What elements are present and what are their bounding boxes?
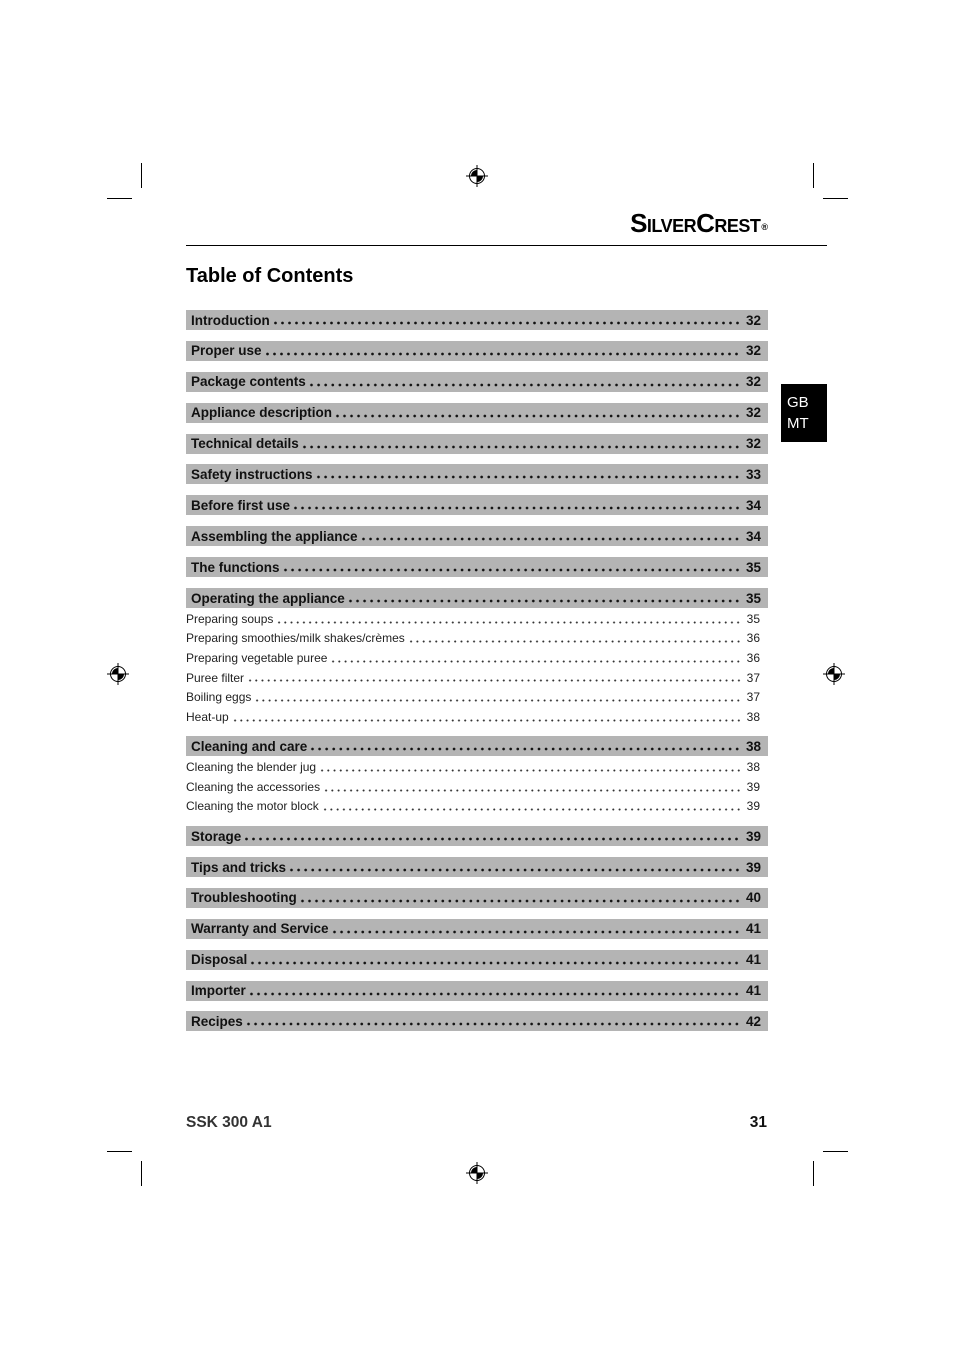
toc-section — [186, 981, 768, 1001]
toc-entry-introduction — [186, 310, 768, 330]
language-code: GB — [787, 394, 809, 411]
registration-mark-icon — [466, 165, 488, 187]
toc-page-number: 41 — [745, 983, 761, 999]
toc-entry-title: Warranty and Service — [191, 921, 329, 937]
dot-leader — [282, 568, 741, 572]
toc-entry-title: Introduction — [191, 312, 270, 328]
toc-subentry-heat-up — [186, 707, 768, 727]
toc-page-number: 34 — [745, 497, 761, 513]
toc-page-number: 40 — [745, 890, 761, 906]
toc-entry-appliance-description — [186, 403, 768, 423]
crop-mark-bottom-left-vertical — [141, 1161, 142, 1186]
toc-section — [186, 403, 768, 423]
toc-entry-technical-details — [186, 434, 768, 454]
crop-mark-top-right-vertical — [813, 163, 814, 188]
toc-page-number: 38 — [746, 760, 760, 775]
toc-page-number: 33 — [745, 466, 761, 482]
dot-leader — [319, 769, 742, 772]
toc-entry-title: Before first use — [191, 497, 291, 513]
toc-page-number: 35 — [745, 590, 761, 606]
toc-page-number: 38 — [745, 738, 761, 754]
toc-subentry-title: Preparing soups — [186, 611, 274, 626]
toc-entry-title: Importer — [191, 983, 246, 999]
toc-subentry-title: Puree filter — [186, 670, 245, 685]
dot-leader — [308, 383, 741, 387]
toc-entry-title: Assembling the appliance — [191, 528, 358, 544]
crop-mark-top-left-horizontal — [107, 198, 132, 199]
toc-page-number: 32 — [745, 405, 761, 421]
toc-entry-title: Safety instructions — [191, 466, 313, 482]
toc-subentry-cleaning-the-blender-jug — [186, 757, 768, 777]
toc-page-number: 35 — [746, 611, 760, 626]
toc-subentry-preparing-vegetable-puree — [186, 648, 768, 668]
toc-page-number: 42 — [745, 1013, 761, 1029]
toc-subentry-cleaning-the-accessories — [186, 777, 768, 797]
toc-section — [186, 557, 768, 577]
toc-page-number: 41 — [745, 952, 761, 968]
toc-entry-title: Proper use — [191, 343, 262, 359]
toc-entry-title: The functions — [191, 559, 280, 575]
toc-subentry-boiling-eggs — [186, 687, 768, 707]
toc-entry-cleaning-and-care — [186, 736, 768, 756]
toc-entry-disposal — [186, 950, 768, 970]
toc-entry-assembling-the-appliance — [186, 526, 768, 546]
toc-section — [186, 464, 768, 484]
crop-mark-top-right-horizontal — [823, 198, 848, 199]
toc-entry-importer — [186, 981, 768, 1001]
toc-section — [186, 919, 768, 939]
toc-page-number: 32 — [745, 312, 761, 328]
dot-leader — [334, 414, 741, 418]
toc-subentry-preparing-smoothies — [186, 629, 768, 649]
toc-page-number: 34 — [745, 528, 761, 544]
toc-section — [186, 434, 768, 454]
toc-entry-proper-use — [186, 341, 768, 361]
toc-section — [186, 372, 768, 392]
dot-leader — [247, 679, 742, 682]
crop-mark-bottom-right-horizontal — [823, 1151, 848, 1152]
toc-entry-title: Recipes — [191, 1013, 243, 1029]
dot-leader — [331, 930, 741, 934]
dot-leader — [276, 621, 741, 624]
toc-page-number: 39 — [745, 828, 761, 844]
brand-logo — [630, 208, 768, 238]
footer-page-number: 31 — [749, 1114, 767, 1131]
toc-page-number: 37 — [746, 690, 760, 705]
toc-subentry-title: Cleaning the accessories — [186, 779, 321, 794]
toc-section — [186, 888, 768, 908]
toc-entry-safety-instructions — [186, 464, 768, 484]
toc-entry-tips-and-tricks — [186, 857, 768, 877]
toc-subentry-title: Heat-up — [186, 709, 229, 724]
toc-entry-title: Technical details — [191, 436, 299, 452]
dot-leader — [292, 506, 741, 510]
toc-page-number: 39 — [746, 779, 760, 794]
registration-mark-icon — [466, 1162, 488, 1184]
toc-page-number: 35 — [745, 559, 761, 575]
toc-subentry-title: Preparing smoothies/milk shakes/crèmes — [186, 631, 405, 646]
toc-section — [186, 526, 768, 546]
dot-leader — [288, 868, 741, 872]
toc-entry-the-functions — [186, 557, 768, 577]
brand-logo-text: SilverCrest — [630, 208, 761, 238]
dot-leader — [315, 475, 741, 479]
toc-subsection-list — [186, 608, 768, 727]
toc-entry-storage — [186, 826, 768, 846]
toc-entry-title: Troubleshooting — [191, 890, 297, 906]
toc-section — [186, 495, 768, 515]
toc-section — [186, 736, 768, 816]
language-code: MT — [787, 415, 809, 432]
toc-page-number: 39 — [746, 799, 760, 814]
toc-section — [186, 826, 768, 846]
toc-entry-warranty-and-service — [186, 919, 768, 939]
toc-entry-title: Cleaning and care — [191, 738, 308, 754]
page-title: Table of Contents — [186, 265, 354, 287]
toc-subentry-preparing-soups — [186, 609, 768, 629]
crop-mark-bottom-left-horizontal — [107, 1151, 132, 1152]
dot-leader — [232, 719, 742, 722]
crop-mark-top-left-vertical — [141, 163, 142, 188]
toc-section — [186, 341, 768, 361]
toc-page-number: 36 — [746, 631, 760, 646]
toc-section — [186, 857, 768, 877]
toc-entry-recipes — [186, 1011, 768, 1031]
toc-entry-title: Operating the appliance — [191, 590, 345, 606]
toc-entry-title: Storage — [191, 828, 242, 844]
dot-leader — [309, 747, 741, 751]
toc-page-number: 36 — [746, 651, 760, 665]
toc-entry-title: Tips and tricks — [191, 859, 287, 875]
dot-leader — [408, 640, 742, 643]
toc-section — [186, 310, 768, 330]
toc-page-number: 32 — [745, 374, 761, 390]
dot-leader — [360, 537, 741, 541]
dot-leader — [272, 321, 741, 325]
dot-leader — [264, 352, 741, 356]
dot-leader — [249, 961, 741, 965]
toc-section — [186, 588, 768, 727]
registration-mark-icon — [107, 663, 129, 685]
toc-subentry-cleaning-the-motor-block — [186, 797, 768, 817]
toc-section — [186, 950, 768, 970]
toc-page-number: 38 — [746, 709, 760, 724]
dot-leader — [248, 992, 741, 996]
dot-leader — [245, 1022, 741, 1026]
table-of-contents — [186, 310, 768, 1031]
toc-entry-title: Disposal — [191, 952, 248, 968]
footer-model-number: SSK 300 A1 — [186, 1114, 272, 1131]
registration-mark-icon — [823, 663, 845, 685]
toc-entry-before-first-use — [186, 495, 768, 515]
crop-mark-bottom-right-vertical — [813, 1161, 814, 1186]
toc-page-number: 37 — [746, 670, 760, 685]
toc-section — [186, 1011, 768, 1031]
toc-entry-title: Appliance description — [191, 405, 333, 421]
dot-leader — [243, 837, 741, 841]
toc-page-number: 39 — [745, 859, 761, 875]
toc-entry-title: Package contents — [191, 374, 306, 390]
dot-leader — [330, 660, 741, 663]
toc-subentry-title: Preparing vegetable puree — [186, 651, 328, 665]
dot-leader — [301, 445, 741, 449]
toc-entry-package-contents — [186, 372, 768, 392]
header-divider — [186, 245, 827, 246]
toc-entry-operating-the-appliance — [186, 588, 768, 608]
dot-leader — [347, 599, 741, 603]
toc-page-number: 41 — [745, 921, 761, 937]
dot-leader — [323, 789, 742, 792]
toc-subentry-title: Boiling eggs — [186, 690, 252, 705]
dot-leader — [299, 899, 741, 903]
registered-trademark: ® — [761, 222, 768, 232]
toc-subentry-title: Cleaning the motor block — [186, 799, 319, 814]
toc-subentry-title: Cleaning the blender jug — [186, 760, 317, 775]
dot-leader — [322, 808, 742, 811]
toc-page-number: 32 — [745, 436, 761, 452]
toc-page-number: 32 — [745, 343, 761, 359]
toc-subentry-puree-filter — [186, 668, 768, 688]
dot-leader — [254, 699, 741, 702]
toc-entry-troubleshooting — [186, 888, 768, 908]
toc-subsection-list — [186, 756, 768, 816]
language-tab — [781, 384, 827, 442]
